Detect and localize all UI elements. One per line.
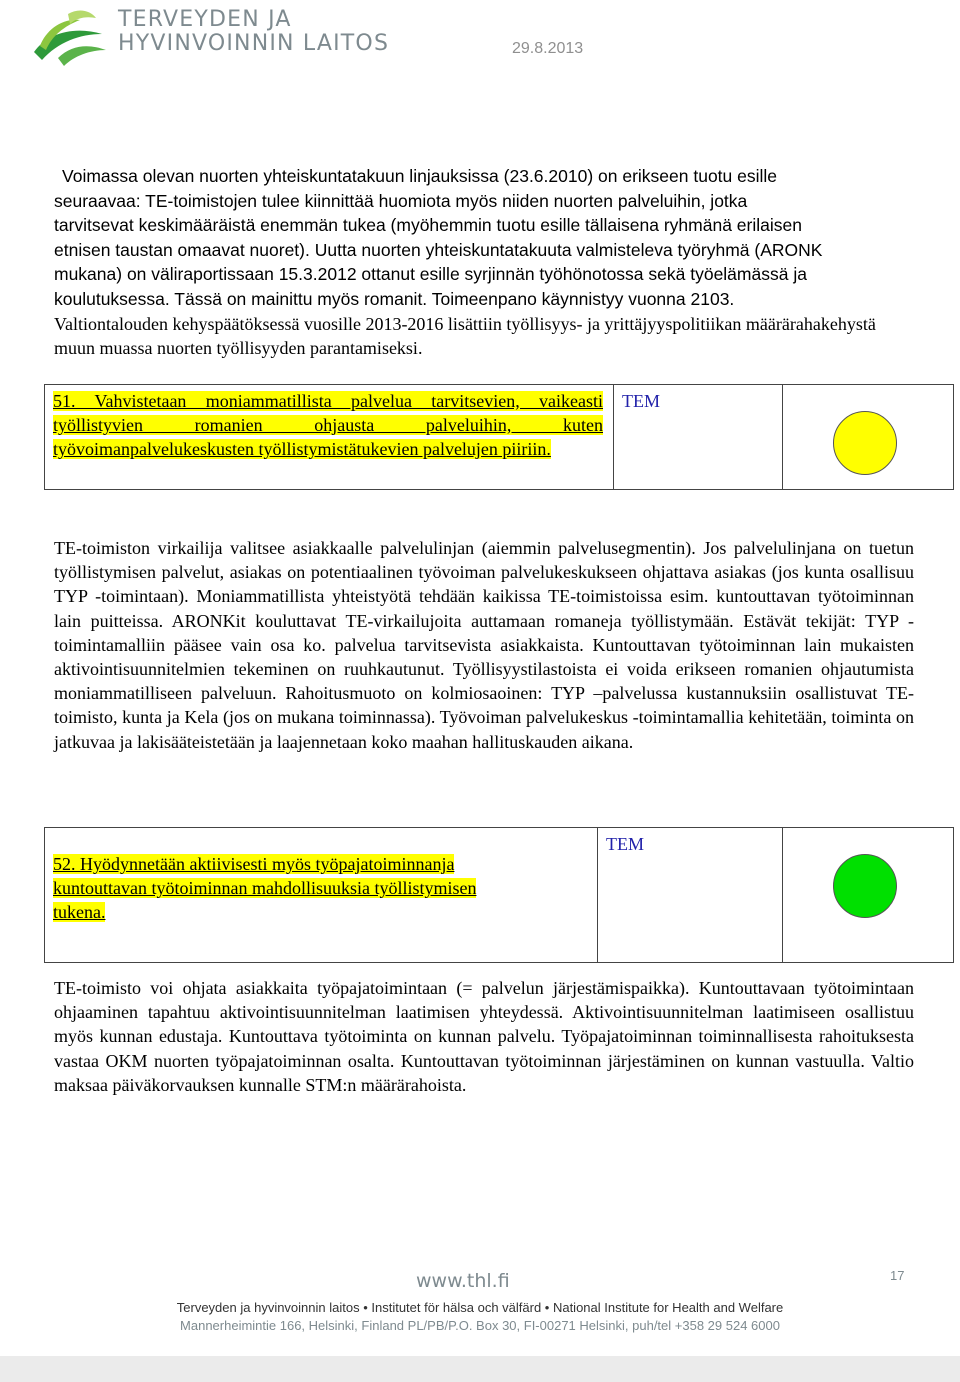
org-name-line2: HYVINVOINNIN LAITOS bbox=[118, 31, 390, 56]
recommendation-51-text: 51. Vahvistetaan moniammatillista palvelua tarvitsevien, vaikeasti työllistyvien romanien ohjausta palveluihin, kuten työvoimanpalvelukeskusten työllistymistätukevien palvelujen piiriin. bbox=[53, 391, 603, 459]
footer-institutes-text: Terveyden ja hyvinvoinnin laitos • Institutet för hälsa och välfärd • National Institute for Health and Welfare bbox=[176, 1300, 784, 1315]
recommendation-51-status-cell bbox=[783, 385, 954, 490]
footer-institutes bbox=[0, 1300, 960, 1315]
intro-line: koulutuksessa. Tässä on mainittu myös romanit. Toimeenpano käynnistyy vuonna 2103. bbox=[54, 288, 735, 309]
recommendation-52-table bbox=[44, 827, 954, 963]
recommendation-52-text: 52. Hyödynnetään aktiivisesti myös työpajatoiminnanja kuntouttavan työtoiminnan mahdollisuuksia työllistymisen tukena. bbox=[53, 854, 477, 922]
org-name-line1: TERVEYDEN JA bbox=[118, 7, 292, 32]
recommendation-52-status-cell bbox=[783, 828, 954, 963]
intro-line: tarvitsevat keskimääräistä enemmän tukea (myöhemmin tuotu esille tällaisena ryhmänä erilaisen bbox=[54, 215, 802, 235]
status-lamp-green bbox=[833, 854, 897, 918]
recommendation-52-cell bbox=[45, 828, 598, 963]
status-lamp-yellow bbox=[833, 411, 897, 475]
recommendation-51-owner: TEM bbox=[614, 385, 783, 490]
intro-line: mukana) on väliraportissaan 15.3.2012 ottanut esille syrjinnän työhönotossa sekä työelämässä ja bbox=[54, 264, 807, 284]
footer-url[interactable]: www.thl.fi bbox=[416, 1270, 510, 1292]
recommendation-51-table bbox=[44, 384, 954, 490]
recommendation-52-owner: TEM bbox=[598, 828, 783, 963]
paragraph-52: TE-toimisto voi ohjata asiakkaita työpajatoimintaan (= palvelun järjestämispaikka). Kuntouttavaan työtoimintaan ohjaaminen tapahtuu aktivointisuunnitelman laatimisen yhteydessä. Aktivointisuunnitelman laatimiseen osallistuu myös kunnan edustaja. Kuntouttava työtoiminta on kunnan palvelu. Työpajatoiminnan toiminnallisesta rahoituksesta vastaa OKM nuorten työpajatoiminnan osalta. Kuntouttavan työtoiminnan järjestäminen on kunnan vastuulla. Valtio maksaa päiväkorvauksen kunnalle STM:n määrärahoista. bbox=[54, 978, 914, 1095]
budget-paragraph: Valtiontalouden kehyspäätöksessä vuosille 2013-2016 lisättiin työllisyys- ja yrittäjyyspolitiikan määrärahakehystä muun muassa nuorten työllisyyden parantamiseksi. bbox=[54, 314, 876, 359]
intro-line: Voimassa olevan nuorten yhteiskuntatakuun linjauksissa (23.6.2010) on erikseen tuotu esille bbox=[62, 166, 778, 186]
thl-logo bbox=[28, 4, 108, 70]
intro-paragraph bbox=[54, 164, 904, 311]
paragraph-51: TE-toimiston virkailija valitsee asiakkaalle palvelulinjan (aiemmin palvelusegmentin). Jos palvelulinjana on tuetun työllistymisen palvelut, asiakas on potentiaalinen työvoiman palvelukeskukseen ohjattava asiakas (jos kunta osallisuu TYP -toimintaan). Moniammatillista yhteistyötä tehdään kaikissa TE-toimistoissa esim. kuntouttavan työtoiminnan lain puitteissa. ARONKit kouluttavat TE-virkailujoita auttamaan romaneja työllistymään. Estävät tekijät: TYP - toimintamalliin pääsee vain osa ko. palvelua tarvitsevista asiakkaista. Kuntouttavan työtoiminnan lain mukaisten aktivointisuunnitelmien tekeminen on ruuhkautunut. Työllisyystilastoista ei voida erikseen romanien ohjautumista moniammatilliseen palveluun. Rahoitusmuoto on kolmiosaoinen: TYP –palvelussa kustannuksiin osallistuvat TE-toimisto, kunta ja Kela (jos on mukana toiminnassa). Työvoiman palvelukeskus -toimintamallia kehitetään, toiminta on jatkuvaa ja lakisääteistetään ja laajennetaan koko maahan hallituskauden aikana. bbox=[54, 538, 914, 752]
recommendation-51-cell bbox=[45, 385, 614, 490]
intro-line: etnisen taustan omaavat nuoret). Uutta nuorten yhteiskuntatakuuta valmisteleva työryhmä (ARONK bbox=[54, 239, 823, 260]
footer-address: Mannerheimintie 166, Helsinki, Finland PL/PB/P.O. Box 30, FI-00271 Helsinki, puh/tel +358 29 524 6000 bbox=[180, 1318, 780, 1333]
org-name bbox=[118, 8, 389, 56]
intro-line: seuraavaa: TE-toimistojen tulee kiinnittää huomiota myös niiden nuorten palveluihin, jotka bbox=[54, 190, 748, 211]
header-date: 29.8.2013 bbox=[512, 40, 584, 57]
bottom-bar bbox=[0, 1356, 960, 1382]
page-number: 17 bbox=[890, 1268, 905, 1283]
